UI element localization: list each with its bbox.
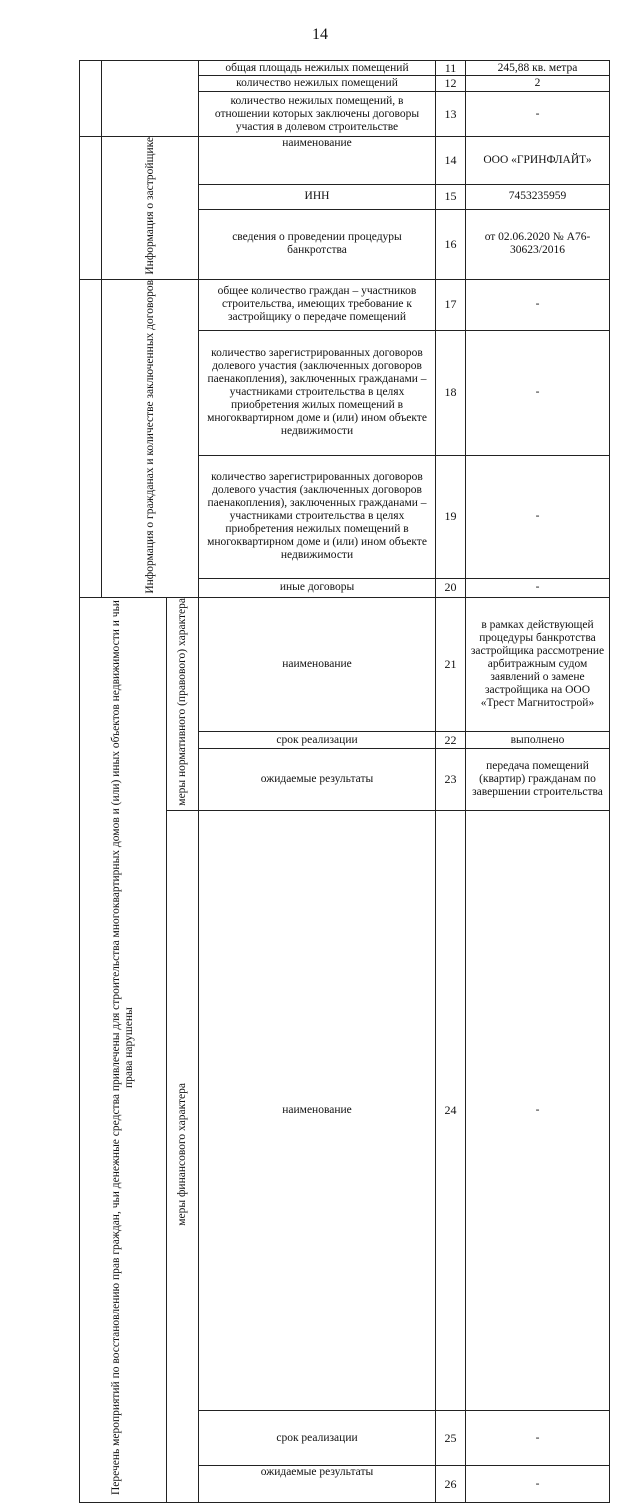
row-label: ожидаемые результаты — [199, 749, 436, 811]
row-number: 12 — [436, 76, 466, 92]
table-row — [80, 137, 610, 185]
row-label: количество нежилых помещений, в отношении которых заключены договоры участия в долевом строительстве — [199, 92, 436, 137]
continuation-cell — [80, 137, 102, 280]
row-label: количество зарегистрированных договоров долевого участия (заключенных договоров паенакопления), заключенных гражданами – участниками строительства в целях приобретения жилых помещений в многоквартирном доме и (или) ином объекте недвижимости — [199, 330, 436, 455]
row-number: 17 — [436, 279, 466, 330]
continuation-cell — [80, 61, 102, 137]
row-label: наименование — [199, 810, 436, 1410]
row-value: 245,88 кв. метра — [466, 61, 610, 76]
row-label: сведения о проведении процедуры банкротства — [199, 209, 436, 279]
row-label: количество зарегистрированных договоров долевого участия (заключенных договоров паенакопления), заключенных гражданами – участниками строительства в целях приобретения нежилых помещений в многоквартирном доме и (или) ином объекте недвижимости — [199, 455, 436, 578]
row-value: - — [466, 810, 610, 1410]
row-number: 13 — [436, 92, 466, 137]
row-number: 15 — [436, 184, 466, 209]
row-value: - — [466, 92, 610, 137]
continuation-cell — [102, 61, 199, 137]
row-value: в рамках действующей процедуры банкротства застройщика рассмотрение арбитражным судом заявлений о замене застройщика на ООО «Трест Магнитострой» — [466, 598, 610, 732]
row-number: 20 — [436, 578, 466, 598]
table-row — [80, 279, 610, 330]
table-row — [80, 598, 610, 732]
row-value: передача помещений (квартир) гражданам по завершении строительства — [466, 749, 610, 811]
row-label: наименование — [199, 137, 436, 185]
section-header-restoration: Перечень мероприятий по восстановлению прав граждан, чьи денежные средства привлечены для строительства многоквартирных домов и (или) иных объектов недвижимости и чьи права нарушены — [80, 598, 167, 1503]
subsection-header-financial: меры финансового характера — [167, 810, 199, 1502]
row-number — [436, 1410, 466, 1465]
row-value: ООО «ГРИНФЛАЙТ» — [466, 137, 610, 185]
row-number: 11 — [436, 61, 466, 76]
row-number: 16 — [436, 209, 466, 279]
row-number: 14 — [436, 137, 466, 185]
row-value: - — [466, 279, 610, 330]
row-value — [466, 1466, 610, 1503]
row-value: выполнено — [466, 731, 610, 748]
row-number: 21 — [436, 598, 466, 732]
row-label: ИНН — [199, 184, 436, 209]
section-header-developer: Информация о застройщике — [102, 137, 199, 280]
row-label: общее количество граждан – участников строительства, имеющих требование к застройщику о передаче помещений — [199, 279, 436, 330]
info-table — [79, 60, 610, 1503]
row-value: от 02.06.2020 № А76-30623/2016 — [466, 209, 610, 279]
row-value: 2 — [466, 76, 610, 92]
continuation-cell — [80, 279, 102, 598]
row-number: 22 — [436, 731, 466, 748]
row-number — [436, 1466, 466, 1503]
row-label — [199, 1466, 436, 1503]
row-label — [199, 1410, 436, 1465]
row-label: иные договоры — [199, 578, 436, 598]
row-number: 23 — [436, 749, 466, 811]
row-number: 18 — [436, 330, 466, 455]
page-number: 14 — [0, 26, 640, 44]
row-label: общая площадь нежилых помещений — [199, 61, 436, 76]
row-value: 7453235959 — [466, 184, 610, 209]
subsection-header-normative: меры нормативного (правового) характера — [167, 598, 199, 811]
row-value — [466, 1410, 610, 1465]
row-number: 24 — [436, 810, 466, 1410]
row-label: количество нежилых помещений — [199, 76, 436, 92]
table-row — [80, 61, 610, 76]
row-value: - — [466, 578, 610, 598]
row-label: срок реализации — [199, 731, 436, 748]
row-label: наименование — [199, 598, 436, 732]
row-number: 19 — [436, 455, 466, 578]
row-value: - — [466, 330, 610, 455]
section-header-citizens: Информация о гражданах и количестве заключенных договоров — [102, 279, 199, 598]
row-value: - — [466, 455, 610, 578]
